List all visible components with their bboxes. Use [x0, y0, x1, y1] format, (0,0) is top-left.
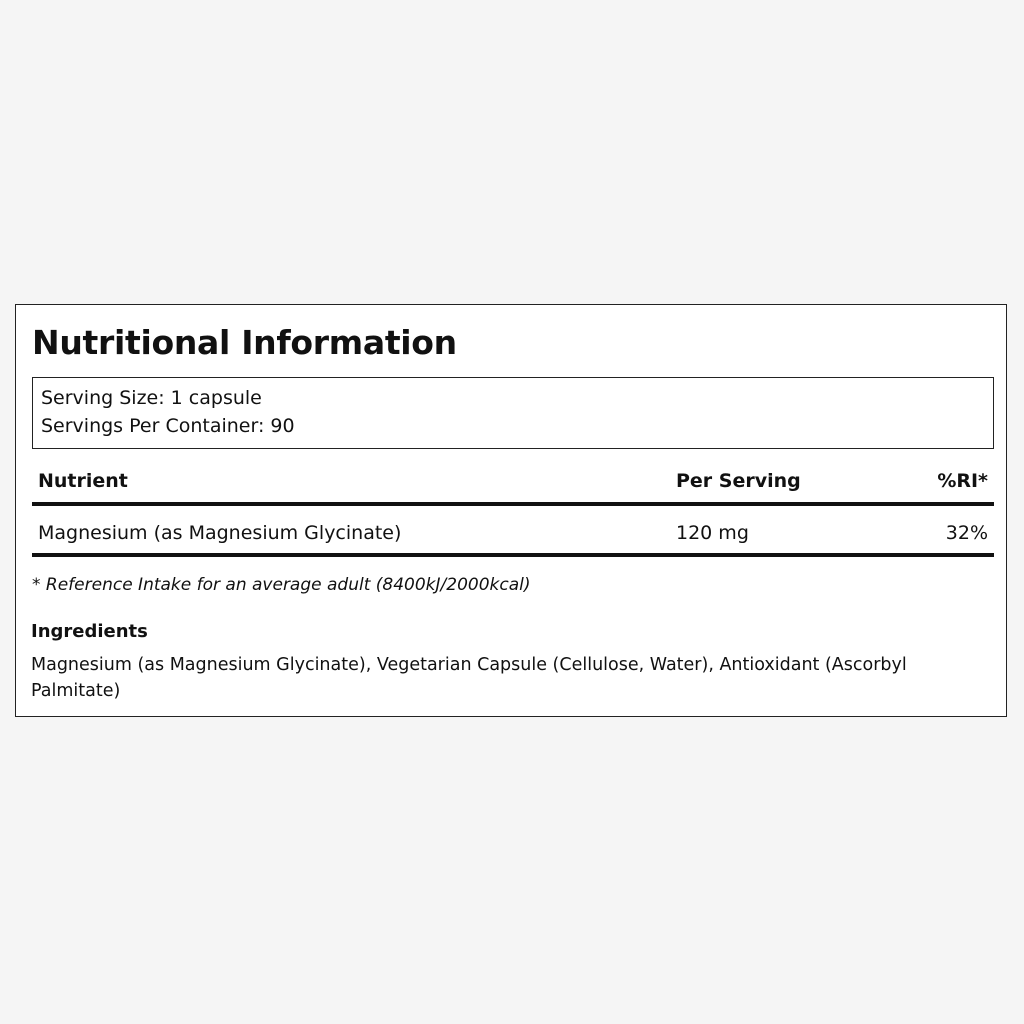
ingredients-list: Magnesium (as Magnesium Glycinate), Vegetarian Capsule (Cellulose, Water), Antioxidant (Ascorbyl Palmitate)	[31, 655, 907, 701]
row-ri: 32%	[945, 522, 988, 544]
header-per-serving: Per Serving	[676, 470, 801, 492]
row-nutrient-name: Magnesium (as Magnesium Glycinate)	[38, 522, 402, 544]
reference-intake-footnote: * Reference Intake for an average adult (8400kJ/2000kcal)	[32, 575, 531, 595]
row-per-serving: 120 mg	[676, 522, 749, 544]
servings-per-container: Servings Per Container: 90	[41, 415, 295, 437]
panel-title: Nutritional Information	[32, 323, 457, 362]
header-divider	[32, 502, 994, 506]
serving-size: Serving Size: 1 capsule	[41, 387, 262, 409]
serving-info-box	[32, 377, 994, 449]
header-ri: %RI*	[937, 470, 988, 492]
nutrition-panel	[15, 304, 1007, 717]
row-divider	[32, 553, 994, 557]
ingredients-heading: Ingredients	[31, 621, 148, 642]
header-nutrient: Nutrient	[38, 470, 128, 492]
